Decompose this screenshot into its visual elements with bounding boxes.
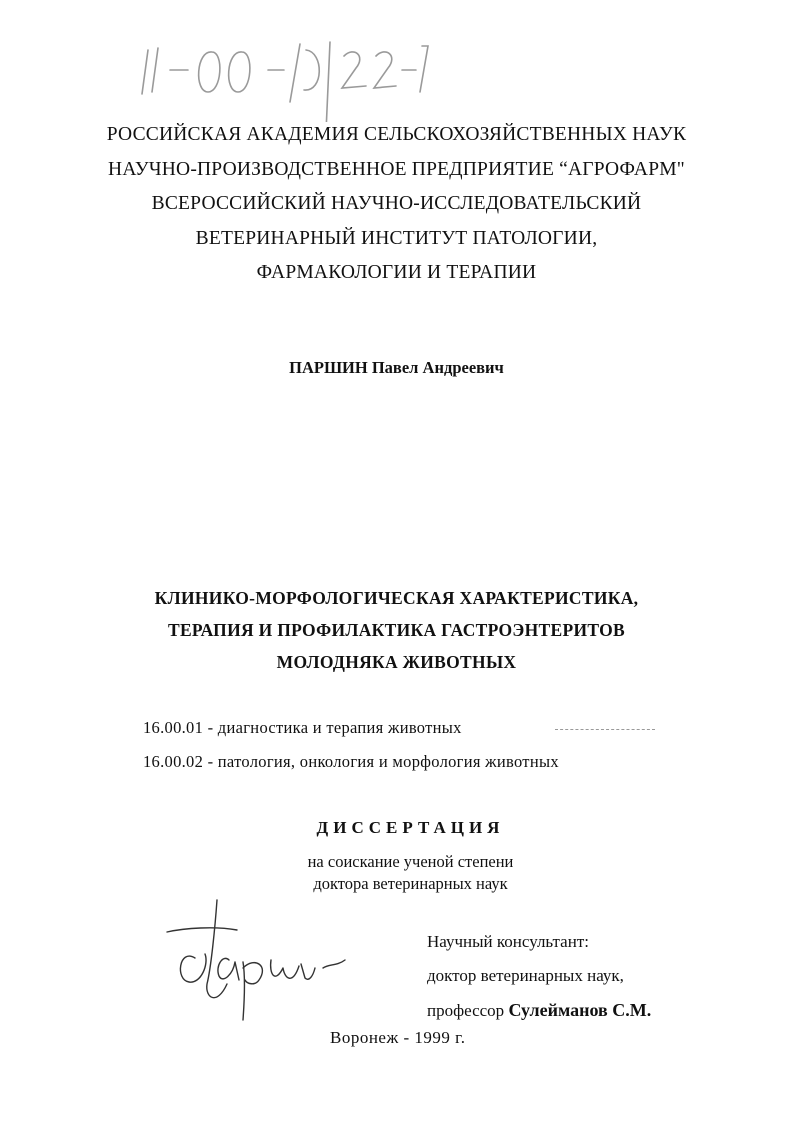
scientific-consultant	[427, 925, 651, 1028]
header-line: НАУЧНО-ПРОИЗВОДСТВЕННОЕ ПРЕДПРИЯТИЕ “АГРОФАРМ"	[108, 158, 685, 180]
dashed-underline	[555, 729, 655, 730]
dissertation-title	[0, 582, 793, 678]
specialty-line: 16.00.01 - диагностика и терапия животных	[143, 718, 462, 737]
consultant-degree: доктор ветеринарных наук,	[427, 966, 624, 985]
author-name: ПАРШИН Павел Андреевич	[289, 358, 504, 377]
header-line: РОССИЙСКАЯ АКАДЕМИЯ СЕЛЬСКОХОЗЯЙСТВЕННЫХ НАУК	[106, 124, 687, 145]
title-line: КЛИНИКО-МОРФОЛОГИЧЕСКАЯ ХАРАКТЕРИСТИКА,	[154, 588, 639, 608]
consultant-title: профессор	[427, 1001, 505, 1020]
specialty-line: 16.00.02 - патология, онкология и морфология животных	[143, 752, 559, 771]
title-line: ТЕРАПИЯ И ПРОФИЛАКТИКА ГАСТРОЭНТЕРИТОВ	[167, 620, 625, 640]
consultant-name: Сулейманов С.М.	[508, 1000, 652, 1020]
place-and-year: Воронеж - 1999 г.	[330, 1028, 466, 1047]
dissertation-label: ДИССЕРТАЦИЯ	[316, 818, 505, 837]
consultant-name-line	[427, 993, 651, 1028]
title-line: МОЛОДНЯКА ЖИВОТНЫХ	[276, 652, 517, 672]
header-line: ВСЕРОССИЙСКИЙ НАУЧНО-ИССЛЕДОВАТЕЛЬСКИЙ	[151, 193, 642, 214]
institution-header	[0, 118, 793, 291]
header-line: ФАРМАКОЛОГИИ И ТЕРАПИИ	[256, 262, 537, 283]
handwritten-archive-note	[130, 32, 430, 122]
consultant-label: Научный консультант:	[427, 932, 589, 951]
degree-line: на соискание ученой степени	[307, 852, 514, 871]
degree-description	[0, 851, 793, 895]
header-line: ВЕТЕРИНАРНЫЙ ИНСТИТУТ ПАТОЛОГИИ,	[195, 227, 598, 249]
degree-line: доктора ветеринарных наук	[313, 874, 508, 893]
handwritten-signature	[165, 888, 365, 1028]
